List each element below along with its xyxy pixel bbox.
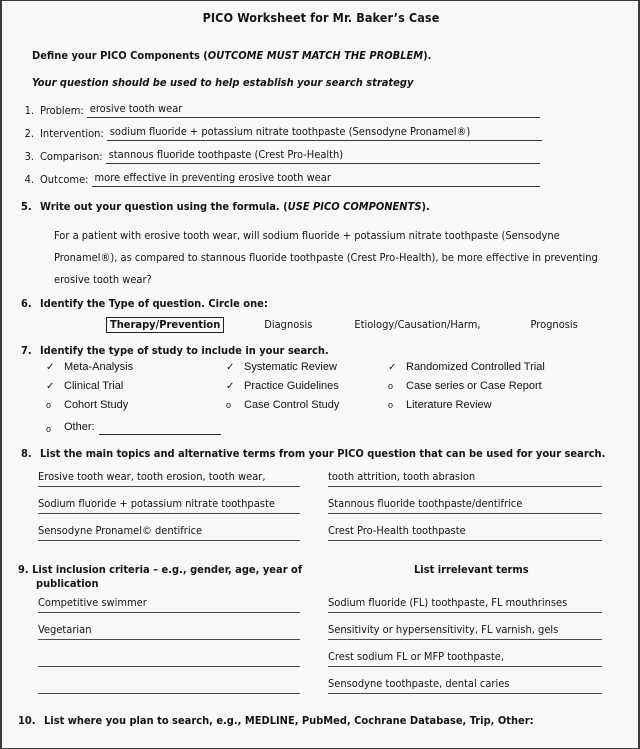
study-option-clinical-trial[interactable] <box>18 380 226 394</box>
check-icon[interactable]: ✓ <box>226 380 235 392</box>
study-option-practice-guidelines[interactable] <box>226 380 388 394</box>
instruction-text-tail: ). <box>423 48 432 62</box>
instruction-text-emphasis: OUTCOME MUST MATCH THE PROBLEM <box>207 48 424 62</box>
question-type-diagnosis[interactable]: Diagnosis <box>264 318 313 332</box>
section-10 <box>18 714 624 728</box>
study-option-systematic-review[interactable] <box>226 361 388 375</box>
section-5-answer[interactable]: For a patient with erosive tooth wear, will sodium fluoride + potassium nitrate toothpaste (Sensodyne Pronamel®), as compared to stannous fluoride toothpaste (Crest Pro-Health), be more effective in preventing erosive tooth wear? <box>54 228 598 286</box>
pico-row-problem <box>18 102 624 118</box>
pico-value-problem[interactable]: erosive tooth wear <box>87 102 540 118</box>
pico-number: 2. <box>24 127 34 141</box>
pico-row-outcome <box>18 171 624 187</box>
pico-label-intervention: Intervention: <box>40 127 104 141</box>
pico-components-instruction <box>32 49 624 63</box>
study-option-case-control-study[interactable] <box>226 399 388 413</box>
section-heading-text: List where you plan to search, e.g., MEDLINE, PubMed, Cochrane Database, Trip, Other: <box>44 714 534 728</box>
study-option-label: Clinical Trial <box>64 379 124 392</box>
circle-bullet-icon[interactable]: o <box>46 399 52 410</box>
section-heading-text: List inclusion criteria – e.g., gender, age, year of <box>32 562 303 576</box>
instruction-text-plain: Define your PICO Components ( <box>32 48 208 62</box>
question-type-etiology[interactable]: Etiology/Causation/Harm, <box>354 318 481 332</box>
alternative-term[interactable]: Stannous fluoride toothpaste/dentifrice <box>328 495 602 514</box>
irrelevant-term-item[interactable]: Sensodyne toothpaste, dental caries <box>328 675 602 694</box>
question-type-therapy-prevention[interactable]: Therapy/Prevention <box>106 317 224 334</box>
section-9-left-heading <box>18 563 316 591</box>
section-7-heading <box>18 344 624 358</box>
study-type-row <box>18 380 624 394</box>
section-5 <box>18 200 624 291</box>
study-option-cohort-study[interactable] <box>18 399 226 413</box>
inclusion-criteria-item[interactable]: Vegetarian <box>38 621 300 640</box>
irrelevant-terms-heading: List irrelevant terms <box>414 562 529 576</box>
pico-row-comparison <box>18 148 624 164</box>
heading-plain: Write out your question using the formula. ( <box>40 200 288 214</box>
section-8-right-column <box>316 468 612 549</box>
pico-label-comparison: Comparison: <box>40 150 103 164</box>
section-7 <box>18 344 624 435</box>
irrelevant-terms-column <box>316 594 612 702</box>
inclusion-criteria-item[interactable] <box>38 648 300 667</box>
study-option-label: Cohort Study <box>64 398 129 411</box>
check-icon[interactable]: ✓ <box>226 362 235 374</box>
question-type-prognosis[interactable]: Prognosis <box>530 318 578 332</box>
pico-value-intervention[interactable]: sodium fluoride + potassium nitrate toothpaste (Sensodyne Pronamel®) <box>107 125 542 141</box>
alternative-term[interactable]: tooth attrition, tooth abrasion <box>328 468 602 487</box>
section-9-columns <box>18 594 624 702</box>
section-number: 5. <box>21 200 32 214</box>
study-option-label: Practice Guidelines <box>244 379 339 392</box>
section-number: 7. <box>21 344 32 358</box>
section-heading-text-line2: publication <box>36 576 99 590</box>
pico-number: 4. <box>24 173 34 187</box>
irrelevant-term-item[interactable]: Sodium fluoride (FL) toothpaste, FL mouthrinses <box>328 594 602 613</box>
irrelevant-term-item[interactable]: Crest sodium FL or MFP toothpaste, <box>328 648 602 667</box>
section-5-heading <box>18 200 624 214</box>
section-6 <box>18 297 624 334</box>
study-option-label: Randomized Controlled Trial <box>406 361 545 374</box>
page-title: PICO Worksheet for Mr. Baker’s Case <box>202 10 440 25</box>
study-option-label: Systematic Review <box>244 361 337 374</box>
check-icon[interactable]: ✓ <box>46 380 55 392</box>
study-type-row <box>18 399 624 413</box>
section-number: 10. <box>18 714 36 728</box>
section-8-heading <box>18 447 624 461</box>
study-option-other-input[interactable] <box>99 422 221 435</box>
question-type-options <box>106 317 624 334</box>
main-topic-term[interactable]: Sensodyne Pronamel© dentifrice <box>38 522 300 541</box>
section-8-left-column <box>18 468 316 549</box>
section-number: 9. <box>18 562 29 576</box>
inclusion-criteria-column <box>18 594 316 702</box>
check-icon[interactable]: ✓ <box>46 362 55 374</box>
worksheet-body <box>2 1 638 748</box>
section-9 <box>18 563 624 703</box>
study-option-label: Case series or Case Report <box>406 379 542 392</box>
study-option-randomized-controlled-trial[interactable] <box>388 361 608 375</box>
alternative-term[interactable]: Crest Pro-Health toothpaste <box>328 522 602 541</box>
study-option-label: Meta-Analysis <box>64 361 134 374</box>
pico-value-comparison[interactable]: stannous fluoride toothpaste (Crest Pro-Health) <box>106 148 540 164</box>
section-heading-text: Identify the type of study to include in your search. <box>40 344 329 358</box>
circle-bullet-icon[interactable]: o <box>46 423 52 434</box>
pico-number: 1. <box>24 104 34 118</box>
study-type-row <box>18 361 624 375</box>
pico-components-list <box>18 102 624 187</box>
circle-bullet-icon[interactable]: o <box>226 399 232 410</box>
pico-row-intervention <box>18 125 624 141</box>
pico-label-outcome: Outcome: <box>40 173 89 187</box>
section-heading-text: List the main topics and alternative terms from your PICO question that can be used for your search. <box>40 447 606 461</box>
study-option-label: Case Control Study <box>244 398 340 411</box>
study-option-literature-review[interactable] <box>388 399 608 413</box>
pico-number: 3. <box>24 150 34 164</box>
irrelevant-term-item[interactable]: Sensitivity or hypersensitivity, FL varnish, gels <box>328 621 602 640</box>
study-type-grid <box>18 361 624 435</box>
study-option-other[interactable] <box>18 421 624 435</box>
section-8 <box>18 447 624 549</box>
inclusion-criteria-item[interactable]: Competitive swimmer <box>38 594 300 613</box>
pico-label-problem: Problem: <box>40 104 84 118</box>
search-strategy-note: Your question should be used to help establish your search strategy <box>32 76 414 90</box>
pico-value-outcome[interactable]: more effective in preventing erosive tooth wear <box>92 171 540 187</box>
heading-tail: ). <box>421 200 430 214</box>
study-option-meta-analysis[interactable] <box>18 361 226 375</box>
study-option-case-series-or-case-report[interactable] <box>388 380 608 394</box>
section-9-heading <box>18 563 624 591</box>
circle-bullet-icon[interactable]: o <box>388 380 394 391</box>
main-topic-term[interactable]: Sodium fluoride + potassium nitrate toothpaste <box>38 495 300 514</box>
study-option-label: Literature Review <box>406 398 492 411</box>
section-heading-text <box>40 200 624 214</box>
section-number: 8. <box>21 447 32 461</box>
circle-bullet-icon[interactable]: o <box>388 399 394 410</box>
main-topic-term[interactable]: Erosive tooth wear, tooth erosion, tooth wear, <box>38 468 300 487</box>
heading-emphasis: USE PICO COMPONENTS <box>287 200 422 214</box>
check-icon[interactable]: ✓ <box>388 362 397 374</box>
section-number: 6. <box>21 296 32 310</box>
section-heading-text: Identify the Type of question. Circle one: <box>40 296 268 310</box>
section-6-heading <box>18 297 624 311</box>
study-option-other-label: Other: <box>64 421 95 434</box>
section-8-columns <box>18 468 624 549</box>
inclusion-criteria-item[interactable] <box>38 675 300 694</box>
